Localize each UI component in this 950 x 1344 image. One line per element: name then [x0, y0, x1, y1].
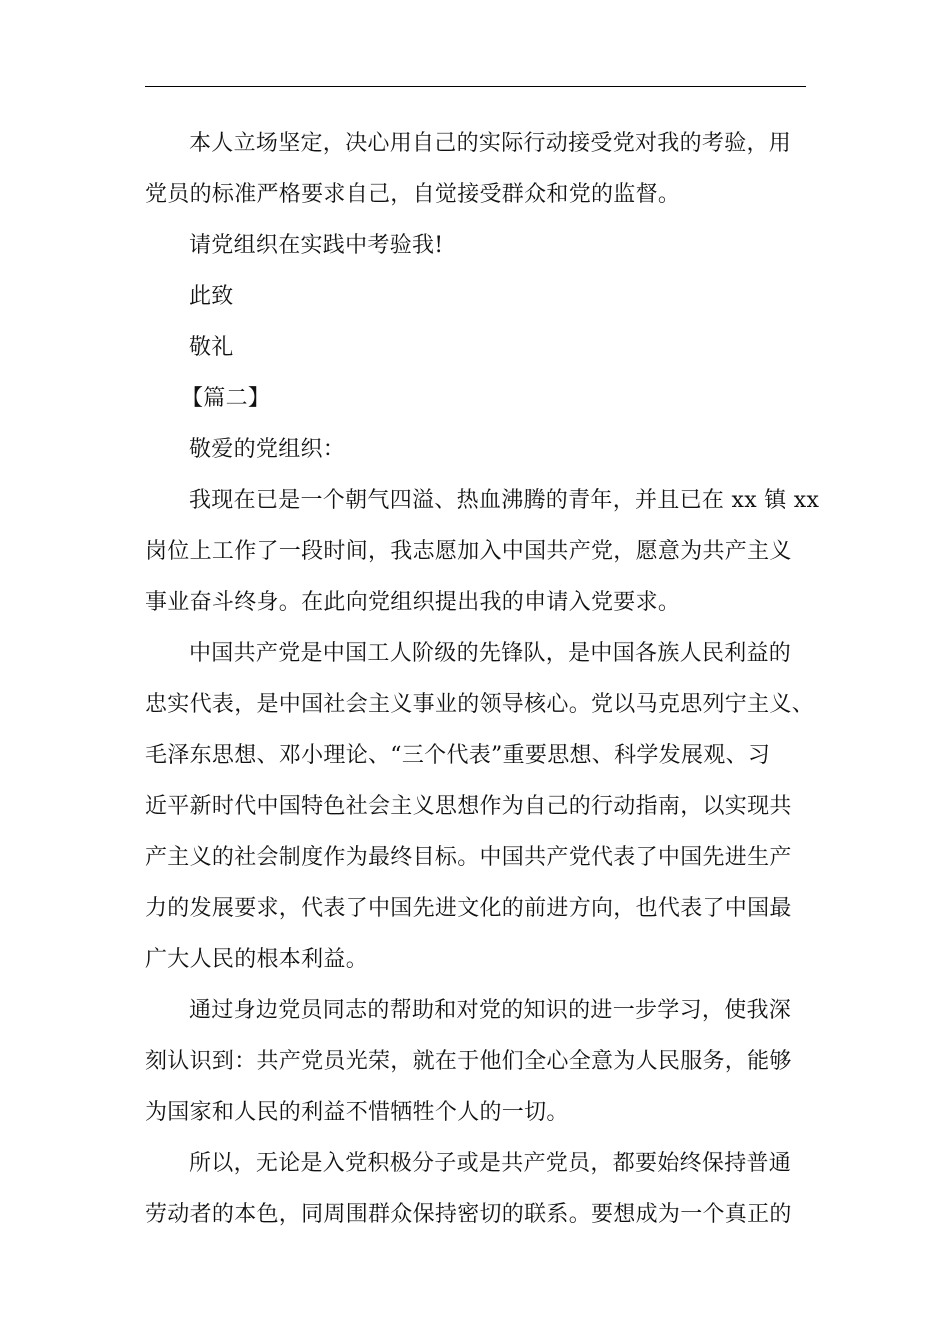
document-body [145, 118, 825, 1240]
paragraph-line: 力的发展要求，代表了中国先进文化的前进方向，也代表了中国最 [145, 896, 792, 921]
paragraph-line: 我现在已是一个朝气四溢、热血沸腾的青年，并且已在 xx 镇 xx [189, 488, 820, 513]
paragraph-line: 党员的标准严格要求自己，自觉接受群众和党的监督。 [145, 182, 681, 207]
section-heading: 【篇二】 [181, 386, 271, 411]
paragraph-line: 通过身边党员同志的帮助和对党的知识的进一步学习，使我深 [189, 998, 792, 1023]
paragraph-line: 广大人民的根本利益。 [145, 947, 369, 972]
paragraph-line: 所以，无论是入党积极分子或是共产党员，都要始终保持普通 [189, 1151, 792, 1176]
paragraph-line: 请党组织在实践中考验我! [189, 233, 444, 258]
paragraph-line: 中国共产党是中国工人阶级的先锋队，是中国各族人民利益的 [189, 641, 792, 666]
paragraph-line: 刻认识到：共产党员光荣，就在于他们全心全意为人民服务，能够 [145, 1049, 792, 1074]
header-rule [145, 86, 806, 87]
salutation-line: 敬礼 [189, 335, 234, 360]
greeting-line: 敬爱的党组织： [189, 437, 346, 462]
paragraph-line: 忠实代表，是中国社会主义事业的领导核心。党以马克思列宁主义、 [145, 692, 815, 717]
paragraph-line: 毛泽东思想、邓小理论、“三个代表”重要思想、科学发展观、习 [145, 743, 771, 768]
paragraph-line: 产主义的社会制度作为最终目标。中国共产党代表了中国先进生产 [145, 845, 792, 870]
paragraph-line: 劳动者的本色，同周围群众保持密切的联系。要想成为一个真正的 [145, 1202, 792, 1227]
paragraph-line: 岗位上工作了一段时间，我志愿加入中国共产党，愿意为共产主义 [145, 539, 792, 564]
closing-line: 此致 [189, 284, 234, 309]
paragraph-line: 事业奋斗终身。在此向党组织提出我的申请入党要求。 [145, 590, 681, 615]
paragraph-line: 本人立场坚定，决心用自己的实际行动接受党对我的考验，用 [189, 131, 792, 156]
paragraph-line: 为国家和人民的利益不惜牺牲个人的一切。 [145, 1100, 569, 1125]
paragraph-line: 近平新时代中国特色社会主义思想作为自己的行动指南，以实现共 [145, 794, 792, 819]
